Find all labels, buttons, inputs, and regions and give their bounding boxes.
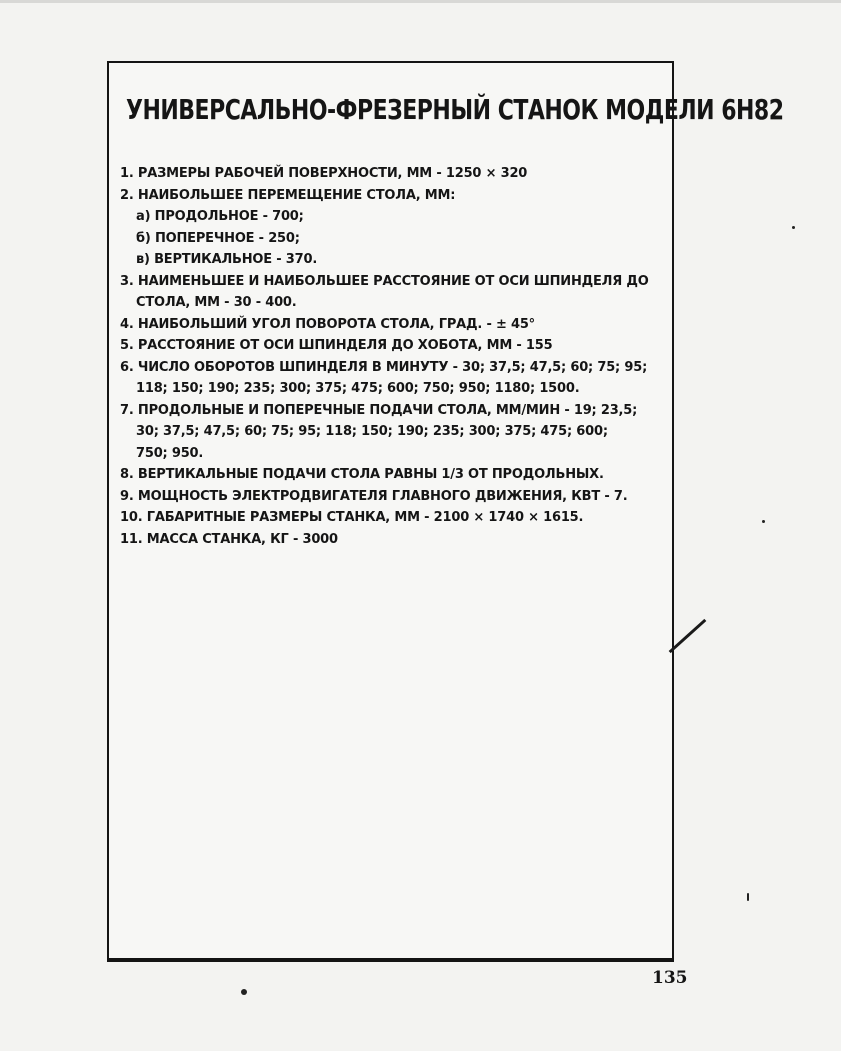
spec-line: 118; 150; 190; 235; 300; 375; 475; 600; 750; 950; 1180; 1500. xyxy=(136,381,580,396)
ink-dot xyxy=(747,893,749,901)
spec-line: 7. ПРОДОЛЬНЫЕ И ПОПЕРЕЧНЫЕ ПОДАЧИ СТОЛА, ММ/МИН - 19; 23,5; xyxy=(120,402,638,418)
spec-line: 4. НАИБОЛЬШИЙ УГОЛ ПОВОРОТА СТОЛА, ГРАД. - ± 45° xyxy=(120,316,535,332)
ink-dot xyxy=(792,226,795,229)
spec-line: б) ПОПЕРЕЧНОЕ - 250; xyxy=(136,230,300,246)
document-title: УНИВЕРСАЛЬНО-ФРЕЗЕРНЫЙ СТАНОК МОДЕЛИ 6Н82 xyxy=(126,95,784,127)
spec-line: 1. РАЗМЕРЫ РАБОЧЕЙ ПОВЕРХНОСТИ, ММ - 1250 × 320 xyxy=(120,166,528,181)
spec-line: 6. ЧИСЛО ОБОРОТОВ ШПИНДЕЛЯ В МИНУТУ - 30; 37,5; 47,5; 60; 75; 95; xyxy=(120,359,648,375)
spec-list xyxy=(120,163,680,550)
ink-dot xyxy=(241,989,247,995)
page-number: 135 xyxy=(652,968,688,988)
spec-line: 750; 950. xyxy=(136,445,204,461)
spec-line: 11. МАССА СТАНКА, КГ - 3000 xyxy=(120,531,338,547)
top-edge xyxy=(0,0,841,3)
spec-line: 3. НАИМЕНЬШЕЕ И НАИБОЛЬШЕЕ РАССТОЯНИЕ ОТ ОСИ ШПИНДЕЛЯ ДО xyxy=(120,273,649,289)
spec-line: 30; 37,5; 47,5; 60; 75; 95; 118; 150; 190; 235; 300; 375; 475; 600; xyxy=(136,424,608,439)
spec-line: а) ПРОДОЛЬНОЕ - 700; xyxy=(136,209,304,224)
spec-line: СТОЛА, ММ - 30 - 400. xyxy=(136,295,297,310)
spec-line: 10. ГАБАРИТНЫЕ РАЗМЕРЫ СТАНКА, ММ - 2100 × 1740 × 1615. xyxy=(120,510,584,525)
pen-stroke-mark xyxy=(669,619,707,653)
spec-line: 2. НАИБОЛЬШЕЕ ПЕРЕМЕЩЕНИЕ СТОЛА, ММ: xyxy=(120,187,456,203)
spec-line: 5. РАССТОЯНИЕ ОТ ОСИ ШПИНДЕЛЯ ДО ХОБОТА, ММ - 155 xyxy=(120,338,553,353)
bottom-rule xyxy=(107,958,674,961)
ink-dot xyxy=(762,520,765,523)
spec-line: 8. ВЕРТИКАЛЬНЫЕ ПОДАЧИ СТОЛА РАВНЫ 1/3 ОТ ПРОДОЛЬНЫХ. xyxy=(120,467,604,482)
spec-line: 9. МОЩНОСТЬ ЭЛЕКТРОДВИГАТЕЛЯ ГЛАВНОГО ДВИЖЕНИЯ, КВТ - 7. xyxy=(120,488,628,504)
spec-line: в) ВЕРТИКАЛЬНОЕ - 370. xyxy=(136,252,318,267)
